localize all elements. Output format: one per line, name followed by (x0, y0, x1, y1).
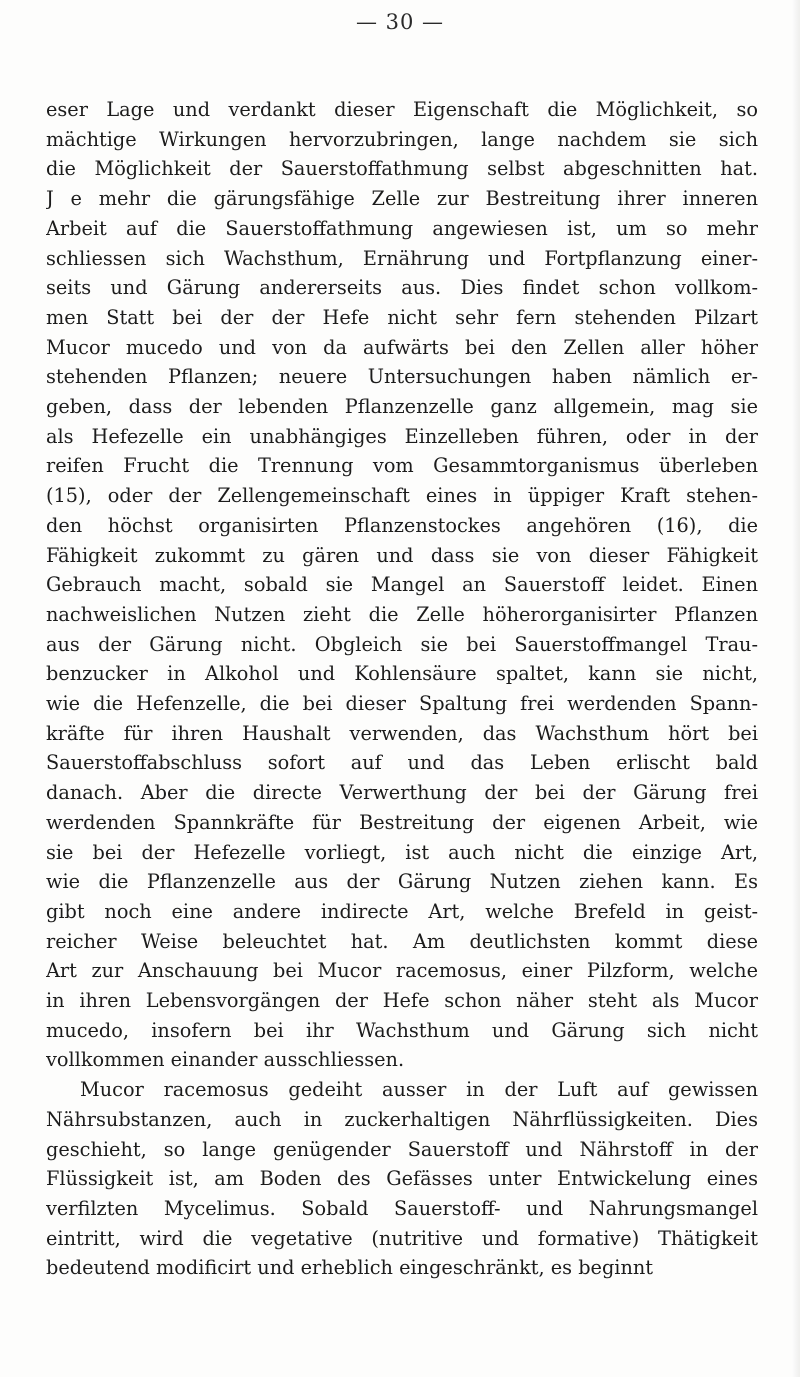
page-number: — 30 — (355, 10, 445, 34)
text-line: werdenden Spannkräfte für Bestreitung der eigenen Arbeit, wie (46, 811, 758, 834)
text-line: gibt noch eine andere indirecte Art, welche Brefeld in geist- (46, 900, 758, 923)
text-line: wie die Pflanzenzelle aus der Gärung Nutzen ziehen kann. Es (46, 870, 758, 893)
text-line: verfilzten Mycelimus. Sobald Sauerstoff- und Nahrungsmangel (46, 1197, 758, 1220)
text-line: kräfte für ihren Haushalt verwenden, das Wachsthum hört bei (46, 722, 758, 745)
text-line: Flüssigkeit ist, am Boden des Gefässes unter Entwickelung eines (46, 1167, 758, 1190)
text-line: als Hefezelle ein unabhängiges Einzelleben führen, oder in der (46, 425, 758, 448)
page-edge-shadow (792, 0, 800, 1377)
text-line: benzucker in Alkohol und Kohlensäure spaltet, kann sie nicht, (46, 662, 758, 685)
text-line: (15), oder der Zellengemeinschaft eines in üppiger Kraft stehen- (46, 484, 758, 507)
text-line: reifen Frucht die Trennung vom Gesammtorganismus überleben (46, 454, 758, 477)
text-line: men Statt bei der der Hefe nicht sehr fern stehenden Pilzart (46, 306, 758, 329)
text-line: stehenden Pflanzen; neuere Untersuchungen haben nämlich er- (46, 365, 758, 388)
text-line: Arbeit auf die Sauerstoffathmung angewiesen ist, um so mehr (46, 217, 758, 240)
text-line: eintritt, wird die vegetative (nutritive und formative) Thätigkeit (46, 1227, 758, 1250)
text-line: sie bei der Hefezelle vorliegt, ist auch nicht die einzige Art, (46, 841, 758, 864)
text-line: Nährsubstanzen, auch in zuckerhaltigen Nährflüssigkeiten. Dies (46, 1108, 758, 1131)
text-line: Fähigkeit zukommt zu gären und dass sie von dieser Fähigkeit (46, 544, 758, 567)
text-line: mächtige Wirkungen hervorzubringen, lange nachdem sie sich (46, 128, 758, 151)
text-line: geschieht, so lange genügender Sauerstoff und Nährstoff in der (46, 1138, 758, 1161)
text-line: J e mehr die gärungsfähige Zelle zur Bestreitung ihrer inneren (46, 187, 758, 210)
text-line: eser Lage und verdankt dieser Eigenschaft die Möglichkeit, so (46, 98, 758, 121)
text-line: Gebrauch macht, sobald sie Mangel an Sauerstoff leidet. Einen (46, 573, 758, 596)
text-line: in ihren Lebensvorgängen der Hefe schon näher steht als Mucor (46, 989, 758, 1012)
text-line: Mucor racemosus gedeiht ausser in der Luft auf gewissen (80, 1078, 758, 1101)
text-line: wie die Hefenzelle, die bei dieser Spaltung frei werdenden Spann- (46, 692, 758, 715)
text-line: die Möglichkeit der Sauerstoffathmung selbst abgeschnitten hat. (46, 157, 758, 180)
text-line: seits und Gärung andererseits aus. Dies findet schon vollkom- (46, 276, 758, 299)
text-line: nachweislichen Nutzen zieht die Zelle höherorganisirter Pflanzen (46, 603, 758, 626)
text-line: bedeutend modificirt und erheblich eingeschränkt, es beginnt (46, 1256, 654, 1279)
text-line: aus der Gärung nicht. Obgleich sie bei Sauerstoffmangel Trau- (46, 633, 758, 656)
text-line: Art zur Anschauung bei Mucor racemosus, einer Pilzform, welche (46, 959, 758, 982)
text-line: schliessen sich Wachsthum, Ernährung und Fortpflanzung einer- (46, 247, 758, 270)
text-line: vollkommen einander ausschliessen. (46, 1048, 405, 1071)
text-line: danach. Aber die directe Verwerthung der bei der Gärung frei (46, 781, 758, 804)
text-line: mucedo, insofern bei ihr Wachsthum und Gärung sich nicht (46, 1019, 758, 1042)
text-line: reicher Weise beleuchtet hat. Am deutlichsten kommt diese (46, 930, 758, 953)
text-line: Mucor mucedo und von da aufwärts bei den Zellen aller höher (46, 336, 758, 359)
text-line: den höchst organisirten Pflanzenstockes angehören (16), die (46, 514, 758, 537)
text-line: geben, dass der lebenden Pflanzenzelle ganz allgemein, mag sie (46, 395, 758, 418)
text-line: Sauerstoffabschluss sofort auf und das Leben erlischt bald (46, 751, 758, 774)
